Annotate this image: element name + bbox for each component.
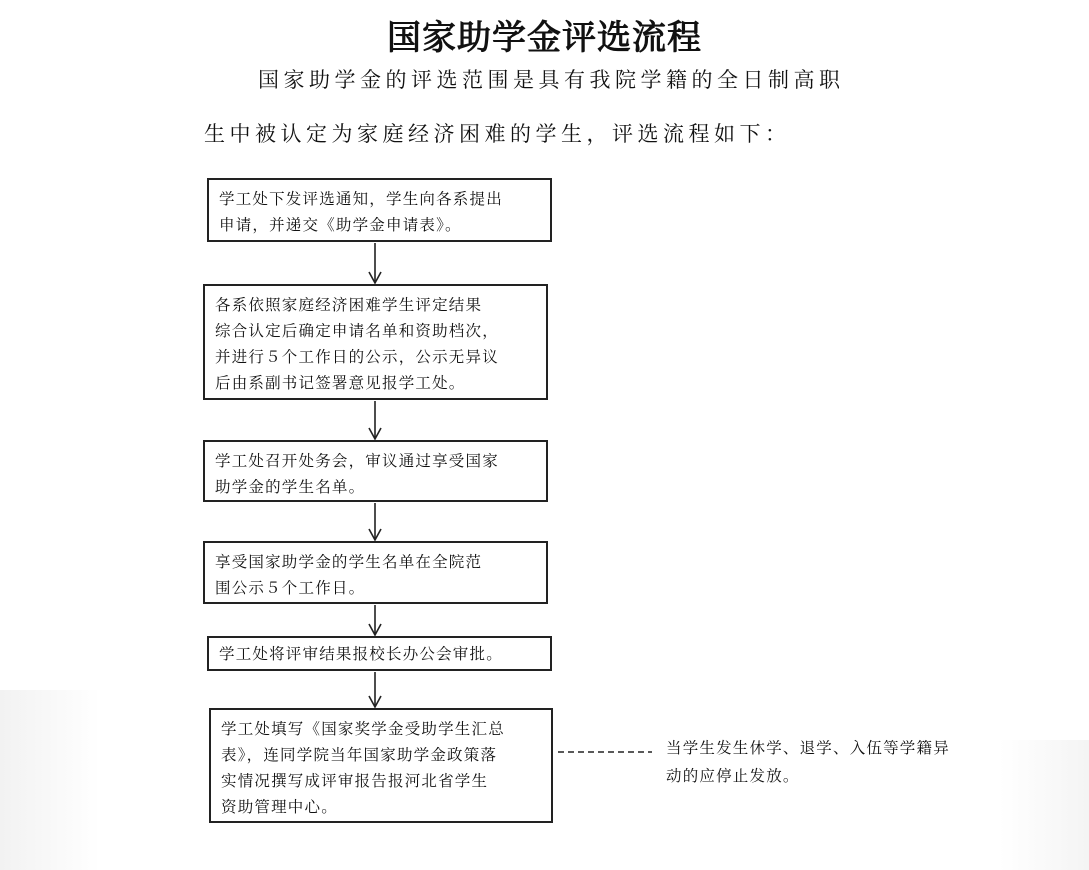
background-shade-left	[0, 690, 100, 870]
flow-step-6: 学工处填写《国家奖学金受助学生汇总 表》，连同学院当年国家助学金政策落 实情况撰写成评审报告报河北省学生 资助管理中心。	[209, 708, 553, 823]
flow-step-2: 各系依照家庭经济困难学生评定结果 综合认定后确定申请名单和资助档次， 并进行５个工作日的公示，公示无异议 后由系副书记签署意见报学工处。	[203, 284, 548, 400]
arrow-down-icon-2	[369, 401, 381, 439]
flow-step-3: 学工处召开处务会，审议通过享受国家 助学金的学生名单。	[203, 440, 548, 502]
intro-line-2: 生中被认定为家庭经济困难的学生，评选流程如下：	[204, 122, 791, 146]
arrow-down-icon-5	[369, 672, 381, 707]
arrow-down-icon-3	[369, 503, 381, 540]
flow-step-5: 学工处将评审结果报校长办公会审批。	[207, 636, 552, 671]
page-title: 国家助学金评选流程	[387, 18, 702, 58]
flow-step-1: 学工处下发评选通知，学生向各系提出 申请，并递交《助学金申请表》。	[207, 178, 552, 242]
arrow-down-icon-4	[369, 605, 381, 635]
side-note: 当学生发生休学、退学、入伍等学籍异 动的应停止发放。	[666, 739, 950, 785]
background-shade-right	[999, 740, 1089, 870]
flow-step-4: 享受国家助学金的学生名单在全院范 围公示５个工作日。	[203, 541, 548, 604]
intro-line-1: 国家助学金的评选范围是具有我院学籍的全日制高职	[258, 68, 845, 92]
arrow-down-icon-1	[369, 243, 381, 283]
